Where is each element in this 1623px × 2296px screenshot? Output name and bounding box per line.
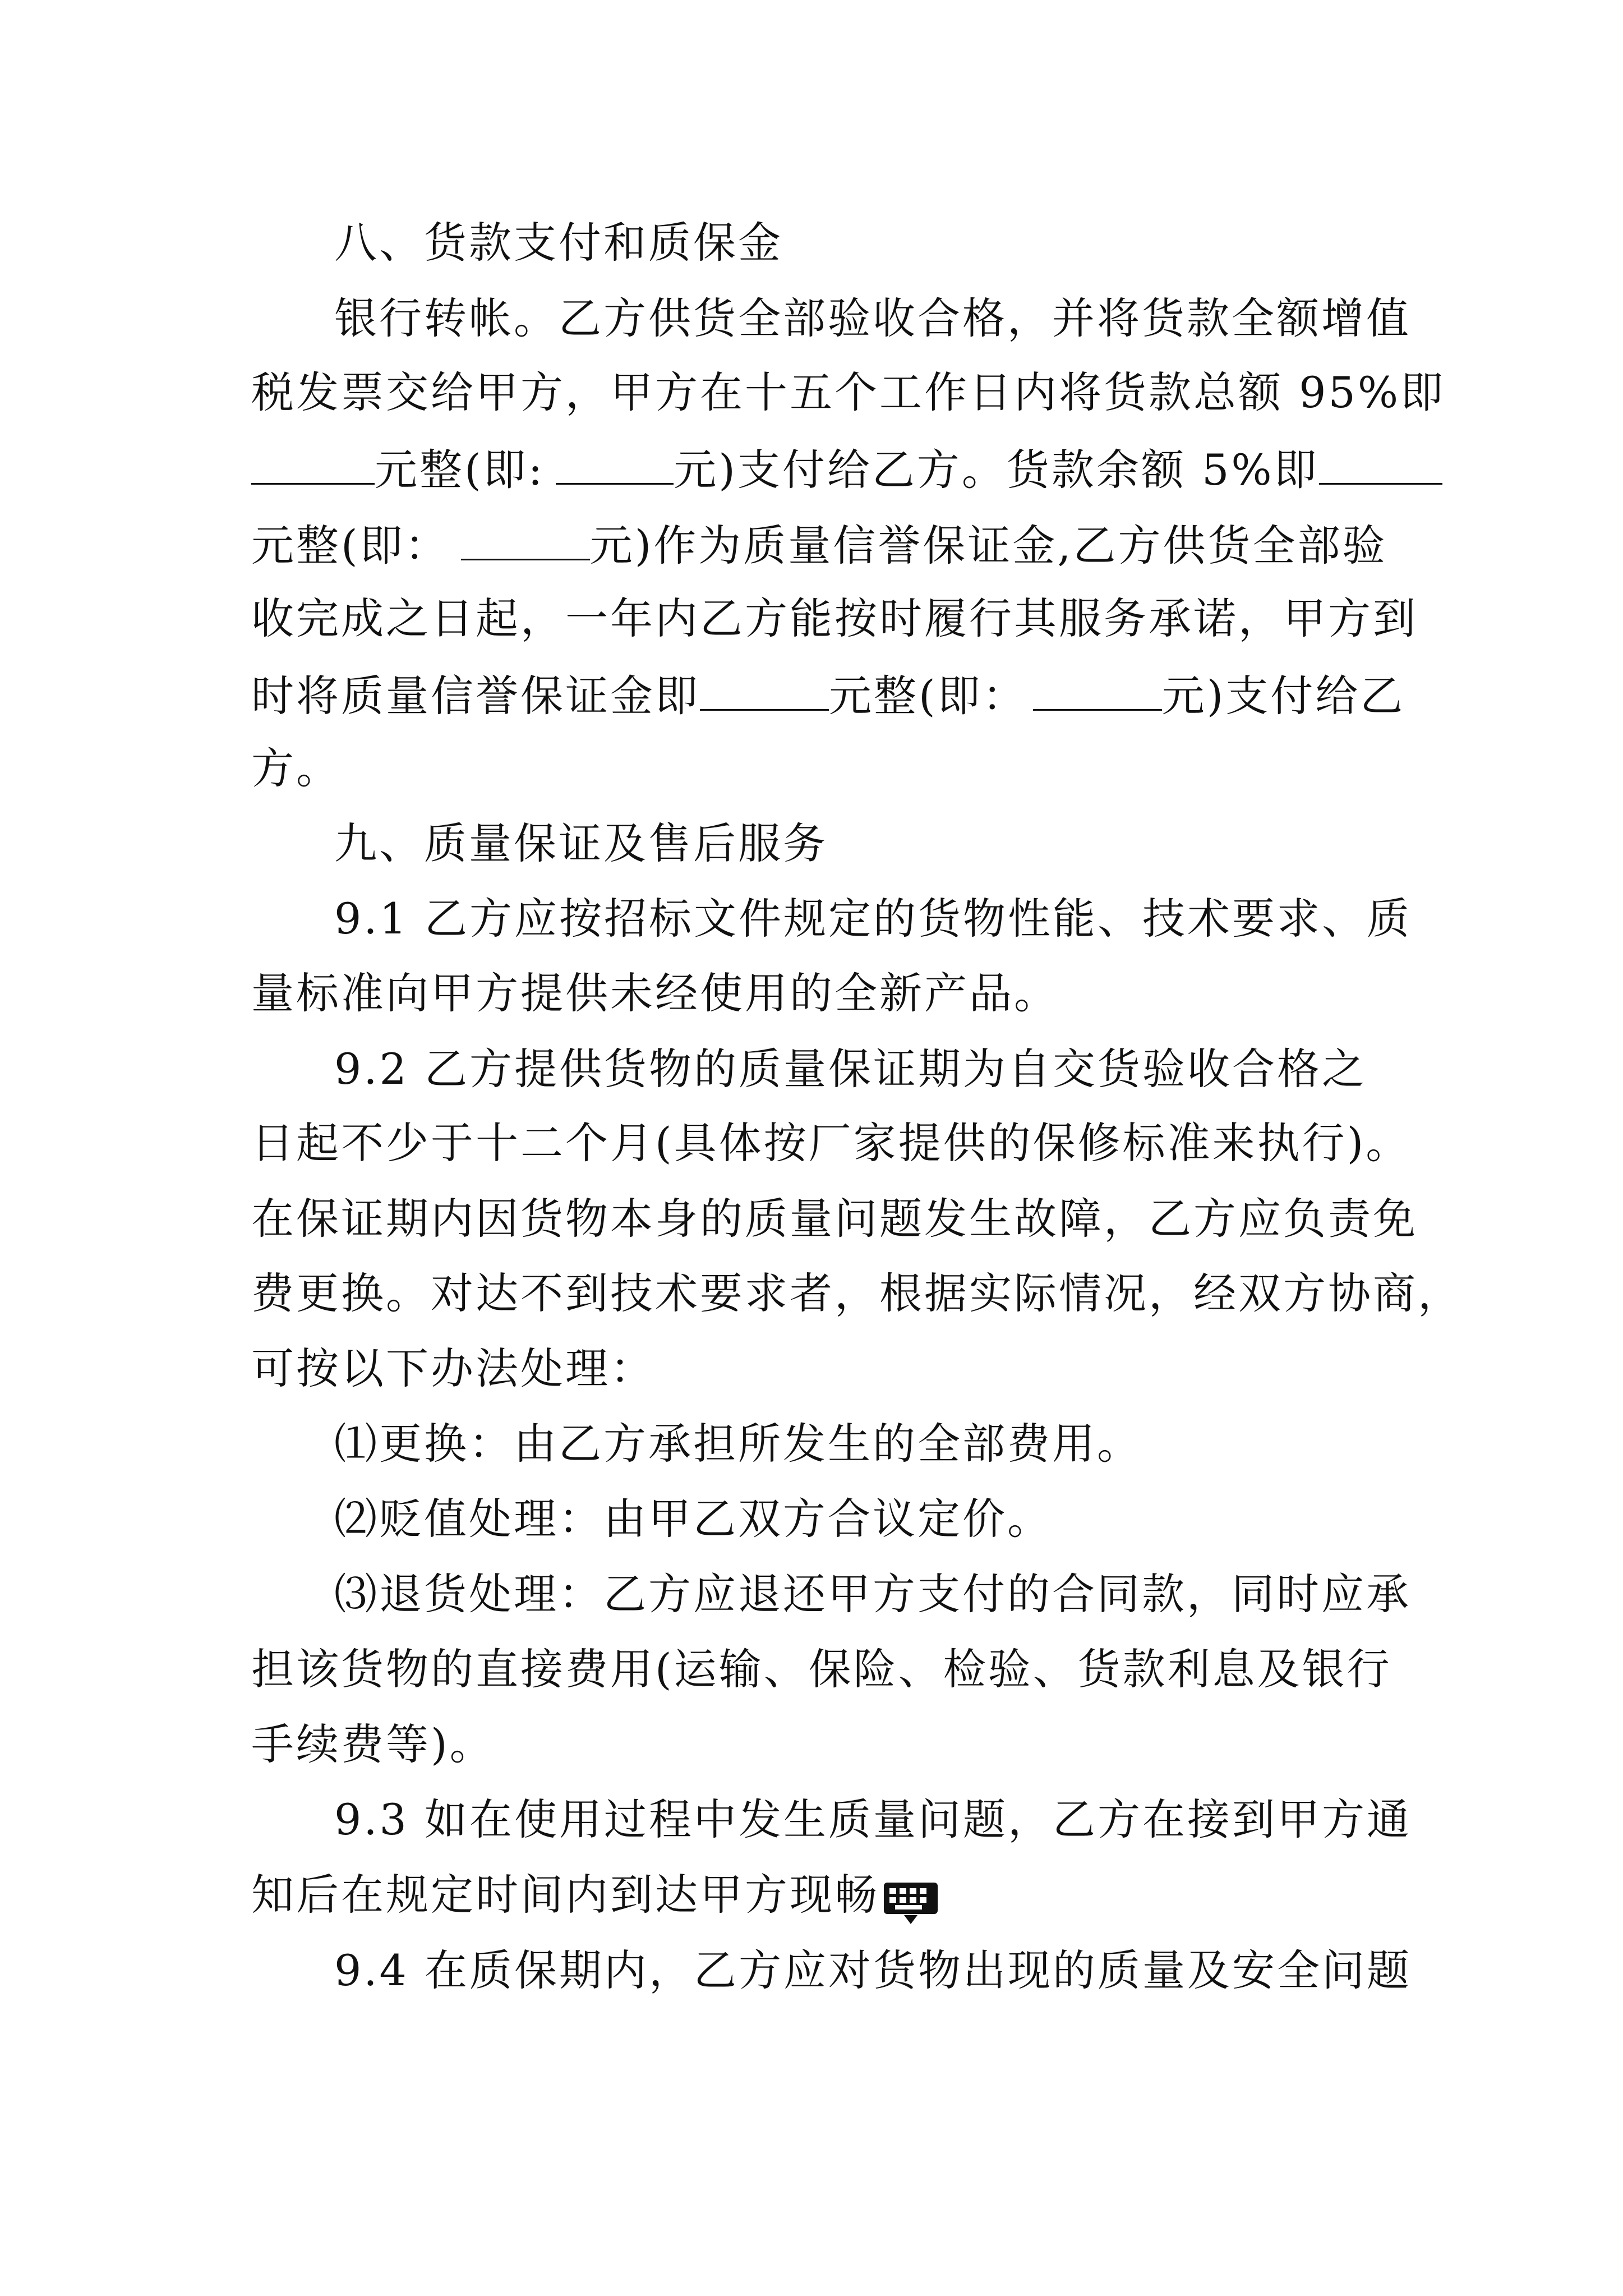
p92-line-1: 9.2 乙方提供货物的质量保证期为自交货验收合格之 [334,1044,1367,1094]
p93-line-2 [251,1870,938,1920]
p93-line-2-text: 知后在规定时间内到达甲方现畅 [251,1870,879,1920]
p8-line-5: 收完成之日起，一年内乙方能按时履行其服务承诺，甲方到 [251,593,1418,643]
p91-line-2: 量标准向甲方提供未经使用的全新产品。 [251,968,1059,1018]
p92-line-2: 日起不少于十二个月(具体按厂家提供的保修标准来执行)。 [251,1118,1411,1168]
p92-line-5: 可按以下办法处理： [251,1343,655,1393]
p8-line-6 [251,671,1405,721]
p8-line-6-b: 元整(即： [829,671,1027,721]
p93-line-1: 9.3 如在使用过程中发生质量问题，乙方在接到甲方通 [334,1795,1412,1844]
p8-line-2: 税发票交给甲方，甲方在十五个工作日内将货款总额 95%即 [251,367,1446,417]
keyboard-icon[interactable] [884,1883,938,1914]
p94-line-1: 9.4 在质保期内，乙方应对货物出现的质量及安全问题 [334,1945,1412,1995]
p92-line-4: 费更换。对达不到技术要求者，根据实际情况，经双方协商， [251,1268,1463,1318]
p8-line-3 [251,445,1442,495]
list-item-1: ⑴更换：由乙方承担所发生的全部费用。 [334,1419,1142,1469]
list-item-3-line-1: ⑶退货处理：乙方应退还甲方支付的合同款，同时应承 [334,1569,1411,1619]
section-9-heading: 九、质量保证及售后服务 [334,818,828,868]
amount-blank [461,522,590,560]
p8-line-4 [251,521,1387,570]
list-item-3-line-2: 担该货物的直接费用(运输、保险、检验、货款利息及银行 [251,1644,1392,1694]
p8-line-4-a: 元整(即： [251,521,450,570]
p8-line-3-a: 元整(即: [375,445,545,495]
p92-line-3: 在保证期内因货物本身的质量问题发生故障，乙方应负责免 [251,1194,1418,1244]
p8-line-3-b: 元)支付给乙方。货款余额 5%即 [674,445,1319,495]
amount-blank [251,446,375,485]
amount-blank [556,446,674,485]
p91-line-1: 9.1 乙方应按招标文件规定的货物性能、技术要求、质 [334,894,1412,944]
p8-line-6-c: 元)支付给乙 [1161,671,1405,721]
p8-line-7: 方。 [251,743,341,793]
amount-blank [700,672,829,711]
section-8-heading: 八、货款支付和质保金 [334,218,783,268]
p8-line-1: 银行转帐。乙方供货全部验收合格，并将货款全额增值 [334,293,1411,343]
amount-blank [1033,672,1162,711]
list-item-3-line-3: 手续费等)。 [251,1719,495,1769]
p8-line-4-b: 元)作为质量信誉保证金,乙方供货全部验 [589,521,1387,570]
amount-blank [1319,446,1442,485]
p8-line-6-a: 时将质量信誉保证金即 [251,671,700,721]
list-item-2: ⑵贬值处理：由甲乙双方合议定价。 [334,1494,1052,1544]
